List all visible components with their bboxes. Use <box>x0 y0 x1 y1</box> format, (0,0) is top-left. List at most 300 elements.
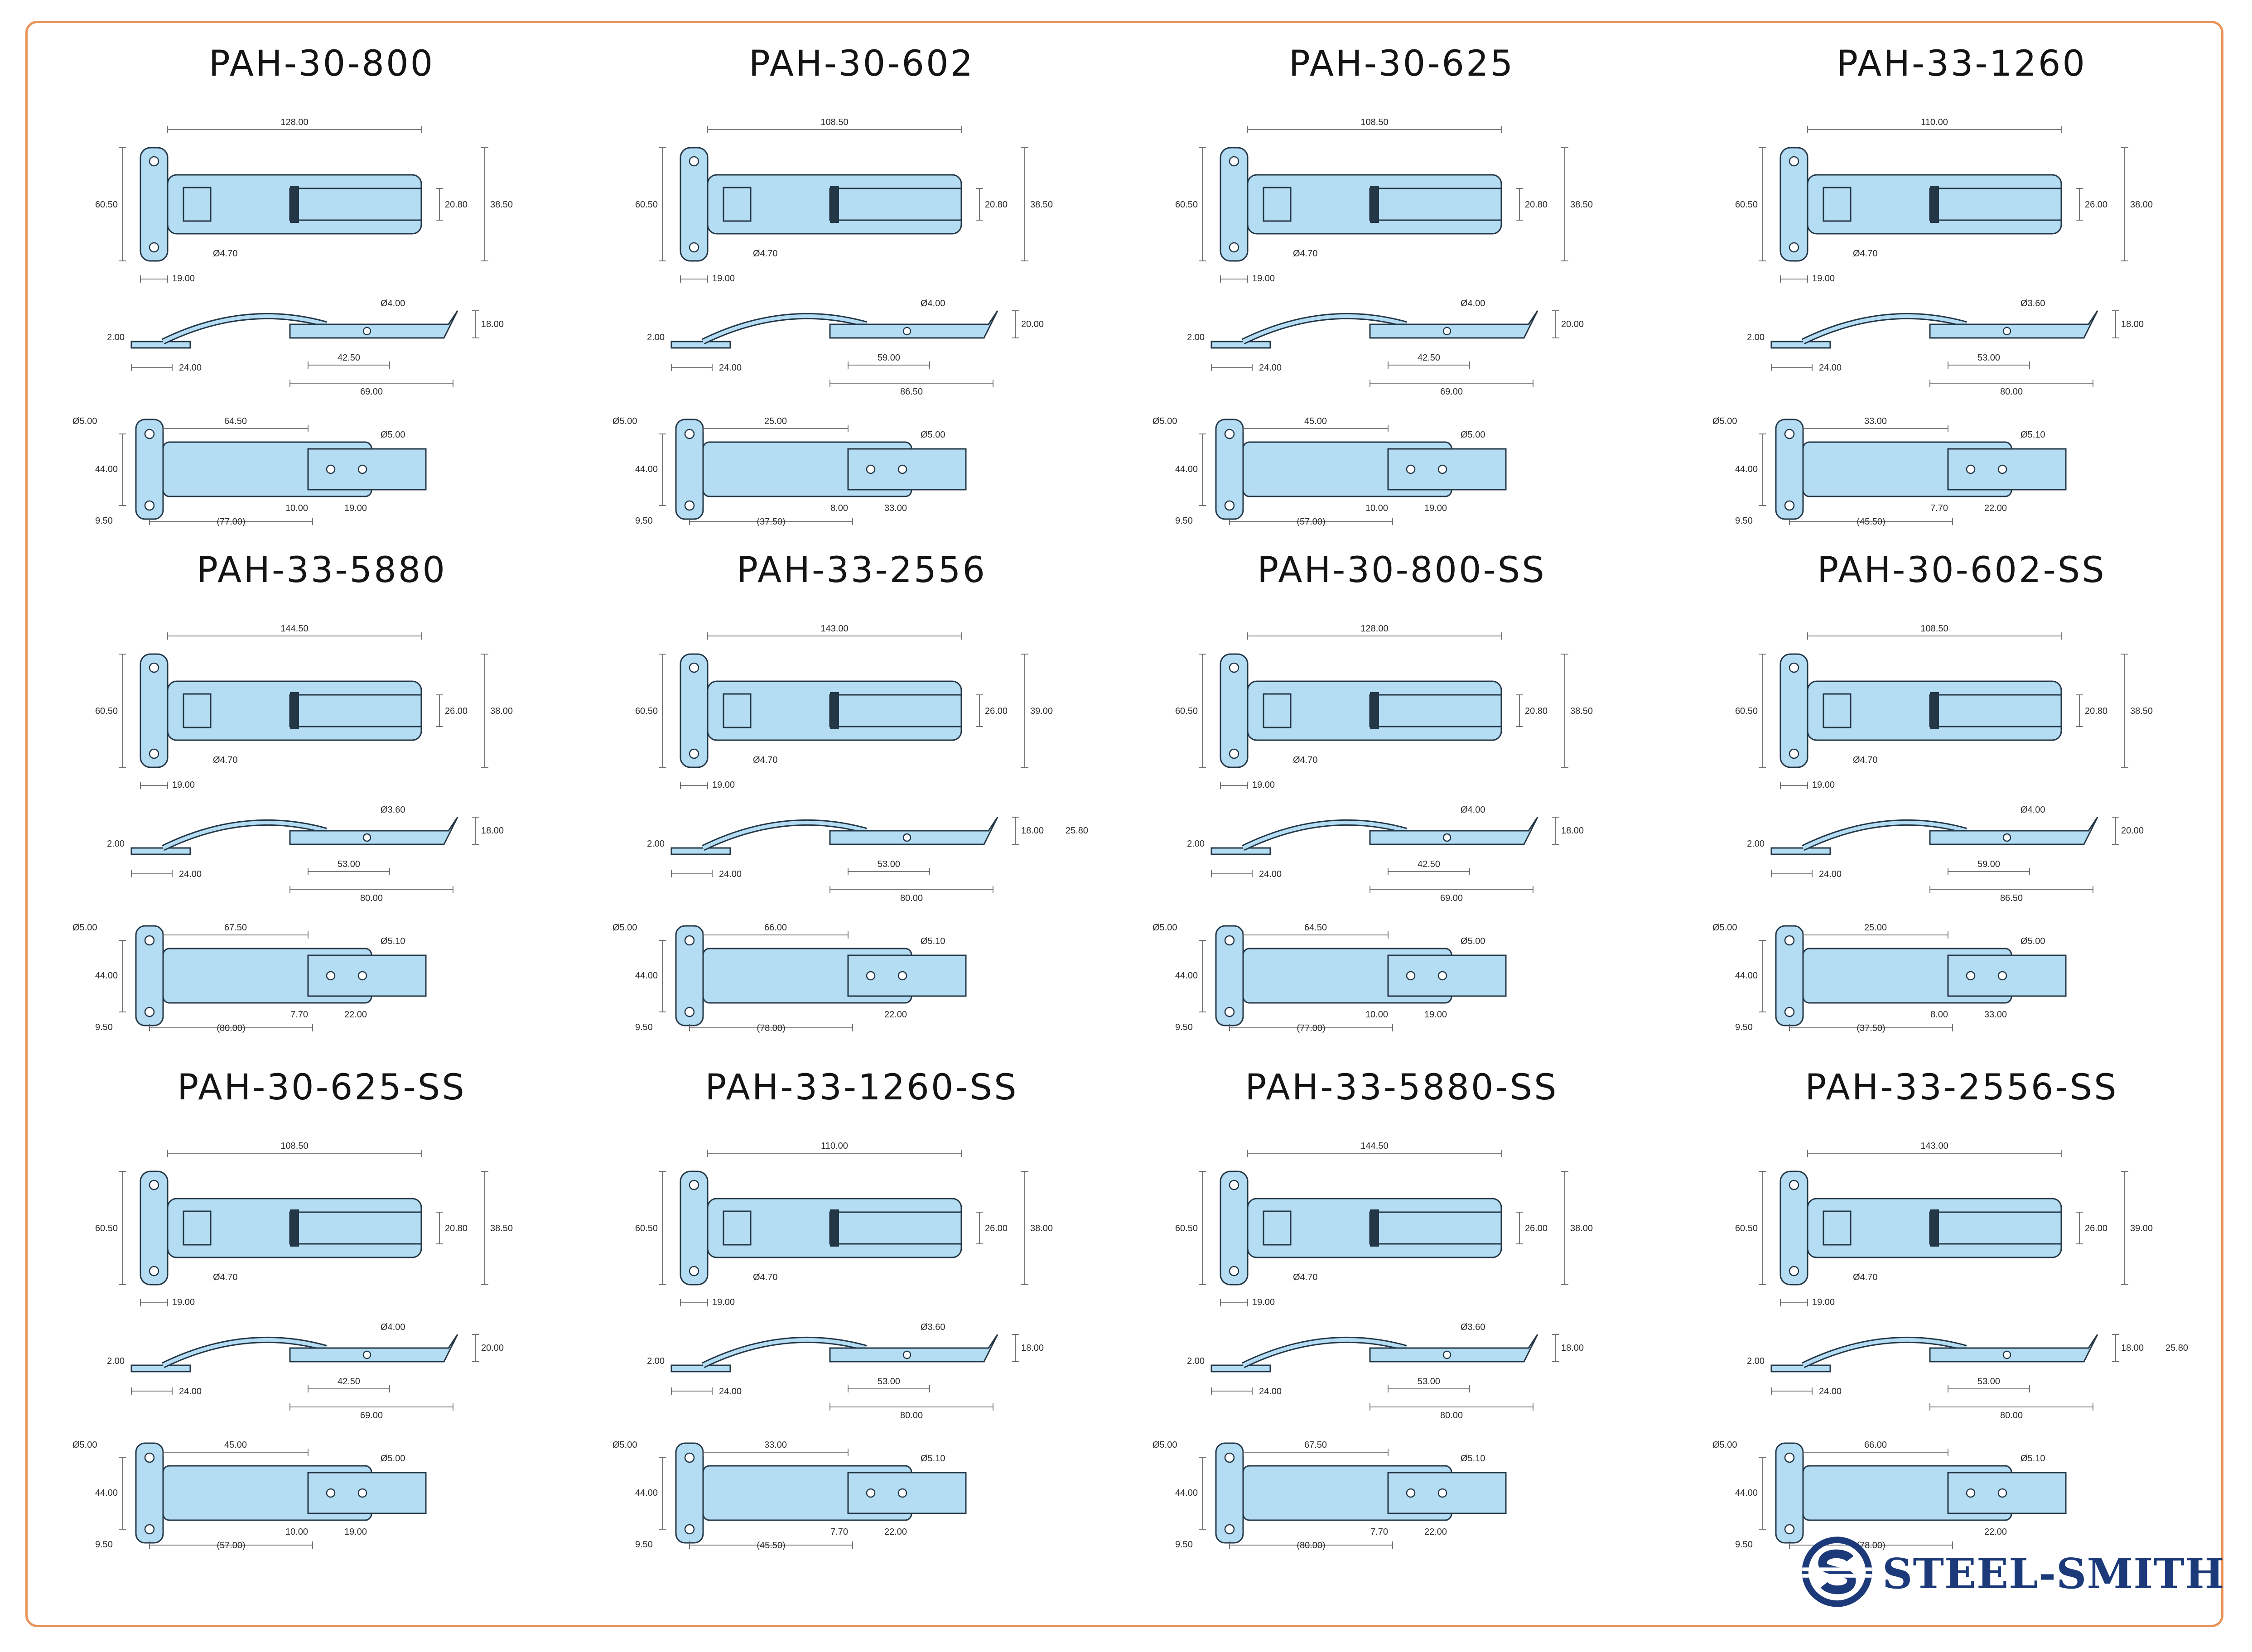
dimension-width-label: 26.00 <box>985 706 1008 716</box>
dimension-base-width-label: 19.00 <box>1812 274 1835 284</box>
dimension-height-label: 18.00 <box>2121 1343 2144 1353</box>
latch-card <box>1134 1067 1669 1556</box>
dimension-pivot-hole-label: Ø3.60 <box>2021 299 2045 308</box>
latch-drawing <box>54 111 589 528</box>
dimension-mount-hole-label: Ø5.00 <box>612 923 637 933</box>
mount-hole <box>1225 429 1234 438</box>
dimension-base-width-label: 19.00 <box>1812 780 1835 790</box>
mount-hole <box>1230 749 1239 758</box>
hook-hole <box>1967 465 1975 473</box>
dimension-pivot-hole-label: Ø3.60 <box>381 805 405 815</box>
hook-plate <box>1370 1212 1501 1244</box>
steel-smith-logo[interactable] <box>1801 1536 2225 1608</box>
dimension-pivot-hole-label: Ø4.00 <box>1461 805 1485 815</box>
mount-hole <box>1785 1525 1794 1534</box>
base-profile <box>671 1365 730 1372</box>
dimension-height-label: 20.00 <box>1021 319 1044 329</box>
pivot-hole <box>1443 328 1451 335</box>
hook-plate <box>1370 188 1501 220</box>
dimension-pivot-hole-label: Ø3.60 <box>1461 1322 1485 1332</box>
dimension-span-label: 45.00 <box>224 1440 247 1450</box>
model-title: PAH-33-2556-SS <box>1805 1067 2118 1108</box>
dimension-hole-spacing-label: 19.00 <box>344 503 367 513</box>
dimension-overall-width-label: 38.50 <box>1570 200 1593 210</box>
mount-hole <box>690 1180 699 1190</box>
latch-drawing <box>1134 618 1669 1035</box>
dimension-edge-label: 9.50 <box>95 1022 113 1032</box>
latch-drawing <box>1694 111 2229 528</box>
mount-hole <box>149 157 159 166</box>
hinge-block <box>183 694 211 727</box>
dimension-offset-label: 24.00 <box>1259 1387 1282 1397</box>
pivot-hole <box>363 1351 371 1358</box>
dimension-base-height-label: 60.50 <box>1735 200 1758 210</box>
dimension-mount-hole-label: Ø5.00 <box>72 416 97 426</box>
dimension-base-width-label: 19.00 <box>1252 274 1275 284</box>
model-title: PAH-33-1260 <box>1836 43 2087 84</box>
hook-profile <box>830 817 998 844</box>
dimension-span-label: 45.00 <box>1304 416 1327 426</box>
mount-hole <box>145 1525 154 1534</box>
hook-hole <box>358 972 366 980</box>
dimension-edge-label: 9.50 <box>635 1540 653 1550</box>
dimension-base-height-label: 60.50 <box>635 200 658 210</box>
dimension-hole-label: Ø4.70 <box>1853 755 1878 765</box>
dimension-hole-spacing-label: 19.00 <box>1424 1010 1447 1020</box>
dimension-overall-width-label: 38.00 <box>1030 1223 1053 1233</box>
dimension-base-width-label: 19.00 <box>172 274 195 284</box>
dimension-mount-hole-label: Ø5.00 <box>612 416 637 426</box>
dimension-height-label: 20.00 <box>1561 319 1584 329</box>
dimension-hook-hole-label: Ø5.00 <box>381 430 405 440</box>
dimension-width-label: 26.00 <box>445 706 468 716</box>
dimension-height-label: 18.00 <box>1561 826 1584 836</box>
dimension-hook-hole-label: Ø5.10 <box>921 1454 945 1464</box>
hook-hole <box>1998 465 2006 473</box>
dimension-height-2-label: 25.80 <box>2165 1343 2189 1353</box>
latch-card <box>594 1067 1129 1556</box>
dimension-pivot-hole-label: Ø3.60 <box>921 1322 945 1332</box>
top-view <box>680 654 961 767</box>
dimension-base-height-label: 60.50 <box>1175 1223 1198 1233</box>
hook-profile <box>1370 1334 1538 1362</box>
mount-hole <box>685 936 694 945</box>
mount-hole <box>149 1267 159 1276</box>
dimension-base-height-label: 60.50 <box>95 1223 118 1233</box>
dimension-height-label: 18.00 <box>1561 1343 1584 1353</box>
dimension-inset-label: 10.00 <box>1365 503 1388 513</box>
hook-hole <box>867 972 875 980</box>
dimension-edge-label: 9.50 <box>1735 1540 1753 1550</box>
dimension-hole-spacing-label: 22.00 <box>884 1527 907 1537</box>
base-profile <box>1211 1365 1270 1372</box>
top-view <box>140 654 421 767</box>
hook-hole <box>898 465 907 473</box>
mount-hole <box>1230 243 1239 252</box>
dimension-total-label: (78.00) <box>1857 1541 1886 1551</box>
dimension-overall-width-label: 38.50 <box>1030 200 1053 210</box>
dimension-overall-width-label: 38.00 <box>2130 200 2153 210</box>
latch-card <box>594 43 1129 533</box>
hook-profile <box>830 311 998 338</box>
latch-drawing <box>1694 618 2229 1035</box>
hook-hole <box>1438 465 1447 473</box>
mount-hole <box>149 1180 159 1190</box>
dimension-hole-spacing-label: 22.00 <box>1984 503 2007 513</box>
mount-hole <box>1225 1525 1234 1534</box>
dimension-length-label: 144.50 <box>280 624 309 634</box>
dimension-span-label: 33.00 <box>764 1440 787 1450</box>
dimension-base-height-label: 60.50 <box>95 706 118 716</box>
mount-hole <box>149 749 159 758</box>
mount-hole <box>1225 1453 1234 1462</box>
dimension-overall-width-label: 38.00 <box>490 706 513 716</box>
hook-profile <box>290 311 458 338</box>
hook-plate <box>290 695 421 727</box>
hook-hole <box>358 1489 366 1497</box>
dimension-hole-spacing-label: 22.00 <box>1984 1527 2007 1537</box>
dimension-edge-label: 9.50 <box>1735 1022 1753 1032</box>
side-view <box>1211 1334 1538 1372</box>
dimension-offset-label: 24.00 <box>1819 363 1842 373</box>
hook-hole <box>867 1489 875 1497</box>
dimension-overall-width-label: 39.00 <box>1030 706 1053 716</box>
top-view <box>1220 1171 1501 1285</box>
hook-hole <box>1407 1489 1415 1497</box>
latch-card <box>1694 550 2229 1039</box>
dimension-hook-overall-label: 80.00 <box>1440 1411 1463 1421</box>
latch-card <box>1694 43 2229 533</box>
dimension-hole-label: Ø4.70 <box>1853 249 1878 259</box>
pivot-hole <box>363 328 371 335</box>
hook-hole <box>358 465 366 473</box>
dimension-base-width-label: 19.00 <box>712 274 735 284</box>
mount-hole <box>145 501 154 510</box>
dimension-width-label: 26.00 <box>985 1223 1008 1233</box>
dimension-total-label: (77.00) <box>217 517 246 527</box>
hook-profile <box>830 1334 998 1362</box>
dimension-offset-label: 24.00 <box>1819 1387 1842 1397</box>
pivot-hole <box>1443 1351 1451 1358</box>
dimension-span-label: 67.50 <box>224 923 247 933</box>
dimension-base-height-label: 60.50 <box>635 706 658 716</box>
mount-hole <box>1789 243 1799 252</box>
dimension-length-label: 128.00 <box>280 117 309 127</box>
hook-plate <box>290 1212 421 1244</box>
dimension-hook-overall-label: 80.00 <box>900 893 923 903</box>
dimension-inset-label: 10.00 <box>1365 1010 1388 1020</box>
dimension-mount-hole-label: Ø5.00 <box>1712 1440 1737 1450</box>
dimension-hole-spacing-label: 22.00 <box>344 1010 367 1020</box>
dimension-hook-overall-label: 80.00 <box>2000 1411 2023 1421</box>
dimension-hole-label: Ø4.70 <box>753 1272 778 1282</box>
dimension-thickness-label: 2.00 <box>107 332 125 342</box>
mount-hole <box>1785 1007 1794 1016</box>
dimension-width-label: 20.80 <box>1525 706 1548 716</box>
dimension-hook-overall-label: 86.50 <box>900 387 923 397</box>
base-profile <box>1211 848 1270 854</box>
pivot-hole <box>363 834 371 841</box>
dimension-base-width-label: 19.00 <box>172 1297 195 1307</box>
pivot-hole <box>903 328 911 335</box>
base-profile <box>131 342 190 348</box>
pivot-pin <box>290 692 299 729</box>
dimension-hole-label: Ø4.70 <box>1293 1272 1318 1282</box>
mount-hole <box>1785 429 1794 438</box>
dimension-hook-overall-label: 69.00 <box>360 387 383 397</box>
pivot-hole <box>2003 834 2011 841</box>
side-view <box>1771 1334 2098 1372</box>
hinge-block <box>1823 1211 1851 1245</box>
dimension-hook-overall-label: 80.00 <box>360 893 383 903</box>
dimension-hole-spacing-label: 19.00 <box>344 1527 367 1537</box>
model-title: PAH-33-5880-SS <box>1245 1067 1558 1108</box>
dimension-mount-hole-label: Ø5.00 <box>612 1440 637 1450</box>
mount-hole <box>149 663 159 672</box>
dimension-hook-length-label: 42.50 <box>337 1377 361 1387</box>
pivot-pin <box>290 1209 299 1247</box>
steel-smith-s-logo-icon <box>1801 1536 1873 1608</box>
dimension-hook-hole-label: Ø5.10 <box>1461 1454 1485 1464</box>
dimension-hole-label: Ø4.70 <box>753 755 778 765</box>
base-profile <box>131 848 190 854</box>
dimension-hook-hole-label: Ø5.10 <box>2021 1454 2045 1464</box>
hook-hole <box>327 972 335 980</box>
mount-hole <box>1785 1453 1794 1462</box>
dimension-offset-label: 24.00 <box>179 869 202 879</box>
dimension-height-label: 20.00 <box>2121 826 2144 836</box>
model-title: PAH-30-625 <box>1288 43 1515 84</box>
dimension-hook-length-label: 59.00 <box>877 353 901 363</box>
side-view <box>671 311 998 348</box>
dimension-hole-pitch-label: 44.00 <box>1735 464 1758 474</box>
hook-hole <box>1407 465 1415 473</box>
top-view <box>1780 148 2061 261</box>
dimension-mount-hole-label: Ø5.00 <box>1153 1440 1177 1450</box>
pivot-hole <box>903 834 911 841</box>
dimension-hole-spacing-label: 22.00 <box>884 1010 907 1020</box>
mount-hole <box>1789 749 1799 758</box>
dimension-width-label: 26.00 <box>1525 1223 1548 1233</box>
mount-hole <box>1230 663 1239 672</box>
model-title: PAH-33-2556 <box>736 550 987 591</box>
hinge-block <box>1823 694 1851 727</box>
hinge-block <box>723 188 751 221</box>
dimension-length-label: 108.50 <box>820 117 849 127</box>
dimension-span-label: 67.50 <box>1304 1440 1327 1450</box>
side-view <box>671 817 998 854</box>
hook-profile <box>1930 311 2098 338</box>
hook-plate <box>1930 695 2061 727</box>
hook-hole <box>1438 1489 1447 1497</box>
dimension-hole-pitch-label: 44.00 <box>1175 464 1198 474</box>
pivot-pin <box>1370 692 1379 729</box>
dimension-offset-label: 24.00 <box>719 1387 742 1397</box>
dimension-thickness-label: 2.00 <box>1747 839 1765 849</box>
latch-card <box>594 550 1129 1039</box>
side-view <box>1771 817 2098 854</box>
dimension-hook-overall-label: 69.00 <box>360 1411 383 1421</box>
dimension-hook-length-label: 53.00 <box>877 859 901 869</box>
pivot-pin <box>1370 186 1379 223</box>
dimension-hole-spacing-label: 22.00 <box>1424 1527 1447 1537</box>
dimension-inset-label: 8.00 <box>830 503 848 513</box>
mount-hole <box>145 936 154 945</box>
dimension-offset-label: 24.00 <box>719 363 742 373</box>
dimension-thickness-label: 2.00 <box>647 1356 665 1366</box>
dimension-hook-hole-label: Ø5.10 <box>2021 430 2045 440</box>
base-profile <box>671 848 730 854</box>
pivot-pin <box>830 1209 839 1247</box>
dimension-thickness-label: 2.00 <box>1187 332 1205 342</box>
dimension-height-label: 18.00 <box>481 826 504 836</box>
dimension-hole-pitch-label: 44.00 <box>1735 1488 1758 1498</box>
dimension-mount-hole-label: Ø5.00 <box>1712 923 1737 933</box>
hook-plate <box>1930 1212 2061 1244</box>
dimension-thickness-label: 2.00 <box>1187 1356 1205 1366</box>
dimension-total-label: (57.00) <box>217 1541 246 1551</box>
latch-card <box>1694 1067 2229 1556</box>
dimension-hole-pitch-label: 44.00 <box>95 971 118 981</box>
dimension-hole-label: Ø4.70 <box>753 249 778 259</box>
dimension-edge-label: 9.50 <box>1175 516 1193 526</box>
dimension-total-label: (57.00) <box>1297 517 1326 527</box>
dimension-base-height-label: 60.50 <box>1735 706 1758 716</box>
hook-hole <box>1998 1489 2006 1497</box>
dimension-width-label: 20.80 <box>445 1223 468 1233</box>
dimension-length-label: 108.50 <box>1920 624 1948 634</box>
dimension-length-label: 143.00 <box>1920 1141 1948 1151</box>
mount-hole <box>1225 936 1234 945</box>
mount-hole <box>1785 936 1794 945</box>
dimension-length-label: 108.50 <box>280 1141 309 1151</box>
dimension-height-label: 18.00 <box>1021 826 1044 836</box>
pivot-pin <box>1930 186 1939 223</box>
model-title: PAH-30-625-SS <box>177 1067 466 1108</box>
side-view <box>1211 817 1538 854</box>
latch-card <box>1134 550 1669 1039</box>
side-view <box>131 311 458 348</box>
dimension-mount-hole-label: Ø5.00 <box>1153 416 1177 426</box>
pivot-hole <box>2003 1351 2011 1358</box>
dimension-base-height-label: 60.50 <box>1175 706 1198 716</box>
hook-hole <box>867 465 875 473</box>
dimension-hook-overall-label: 80.00 <box>900 1411 923 1421</box>
dimension-edge-label: 9.50 <box>1175 1022 1193 1032</box>
dimension-inset-label: 8.00 <box>1930 1010 1948 1020</box>
hinge-block <box>1263 1211 1291 1245</box>
mount-hole <box>145 429 154 438</box>
side-view <box>1211 311 1538 348</box>
dimension-length-label: 143.00 <box>820 624 849 634</box>
mount-hole <box>685 1525 694 1534</box>
dimension-length-label: 128.00 <box>1360 624 1389 634</box>
pivot-hole <box>903 1351 911 1358</box>
dimension-offset-label: 24.00 <box>719 869 742 879</box>
mount-hole <box>1789 1267 1799 1276</box>
hook-plate <box>290 188 421 220</box>
dimension-hole-label: Ø4.70 <box>1293 249 1318 259</box>
hinge-block <box>183 1211 211 1245</box>
mount-hole <box>149 243 159 252</box>
dimension-base-width-label: 19.00 <box>712 780 735 790</box>
dimension-edge-label: 9.50 <box>635 516 653 526</box>
dimension-hook-overall-label: 80.00 <box>2000 387 2023 397</box>
mount-hole <box>685 1007 694 1016</box>
dimension-hole-pitch-label: 44.00 <box>1175 971 1198 981</box>
dimension-hook-hole-label: Ø5.00 <box>921 430 945 440</box>
dimension-length-label: 110.00 <box>1921 117 1948 127</box>
pivot-pin <box>1930 692 1939 729</box>
mount-hole <box>1789 157 1799 166</box>
dimension-total-label: (80.00) <box>1297 1541 1326 1551</box>
dimension-thickness-label: 2.00 <box>1747 1356 1765 1366</box>
latch-drawing <box>1134 1135 1669 1552</box>
side-view <box>1771 311 2098 348</box>
dimension-overall-width-label: 38.50 <box>2130 706 2153 716</box>
top-view <box>680 148 961 261</box>
dimension-base-width-label: 19.00 <box>1812 1297 1835 1307</box>
pivot-pin <box>830 692 839 729</box>
dimension-total-label: (45.50) <box>757 1541 786 1551</box>
dimension-span-label: 66.00 <box>764 923 787 933</box>
mount-hole <box>145 1007 154 1016</box>
pivot-pin <box>1370 1209 1379 1247</box>
dimension-hole-spacing-label: 19.00 <box>1424 503 1447 513</box>
hook-hole <box>1967 1489 1975 1497</box>
latch-drawing <box>594 111 1129 528</box>
top-view <box>140 1171 421 1285</box>
side-view <box>131 1334 458 1372</box>
dimension-length-label: 110.00 <box>821 1141 848 1151</box>
hinge-block <box>1263 694 1291 727</box>
dimension-height-label: 18.00 <box>481 319 504 329</box>
dimension-hook-overall-label: 69.00 <box>1440 387 1463 397</box>
latch-drawing <box>54 618 589 1035</box>
dimension-edge-label: 9.50 <box>95 1540 113 1550</box>
dimension-base-height-label: 60.50 <box>635 1223 658 1233</box>
mount-hole <box>685 501 694 510</box>
dimension-total-label: (37.50) <box>757 517 786 527</box>
top-view <box>1220 654 1501 767</box>
dimension-hook-hole-label: Ø5.00 <box>1461 430 1485 440</box>
dimension-base-height-label: 60.50 <box>1735 1223 1758 1233</box>
latch-drawing <box>54 1135 589 1552</box>
top-view <box>1780 1171 2061 1285</box>
hook-hole <box>1407 972 1415 980</box>
latch-drawing <box>594 1135 1129 1552</box>
dimension-hook-length-label: 53.00 <box>337 859 361 869</box>
pivot-pin <box>830 186 839 223</box>
dimension-mount-hole-label: Ø5.00 <box>1712 416 1737 426</box>
dimension-inset-label: 7.70 <box>1370 1527 1388 1537</box>
dimension-width-label: 20.80 <box>985 200 1008 210</box>
dimension-mount-hole-label: Ø5.00 <box>1153 923 1177 933</box>
dimension-width-label: 20.80 <box>445 200 468 210</box>
mount-hole <box>1230 1180 1239 1190</box>
latch-card <box>54 1067 589 1556</box>
hook-profile <box>1370 817 1538 844</box>
mount-hole <box>690 243 699 252</box>
dimension-hook-hole-label: Ø5.00 <box>381 1454 405 1464</box>
hook-hole <box>1998 972 2006 980</box>
dimension-mount-hole-label: Ø5.00 <box>72 923 97 933</box>
hinge-block <box>723 694 751 727</box>
hook-hole <box>327 465 335 473</box>
dimension-length-label: 108.50 <box>1360 117 1389 127</box>
model-title: PAH-33-5880 <box>196 550 447 591</box>
base-profile <box>131 1365 190 1372</box>
